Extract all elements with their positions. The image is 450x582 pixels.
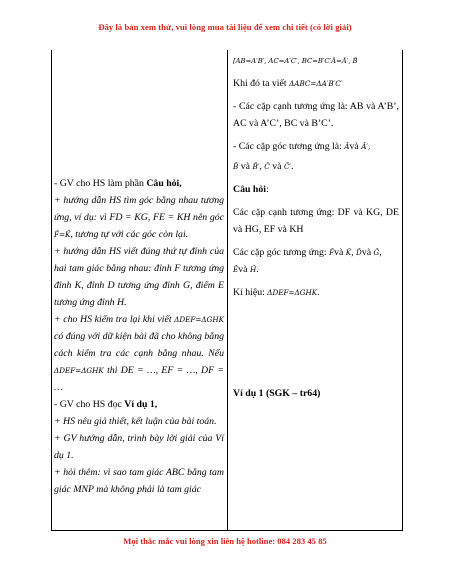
right-line-2: Khi đó ta viết ΔABC=ΔA′B′C′ [233,78,343,89]
angle-equality-math: F̂=K̂ [54,230,71,239]
left-line-5: - GV cho HS đọc Ví dụ 1, [54,399,158,410]
right-line-8: Các cặp góc tương ứng: F̂và K̂, D̂và Ĝ, [233,247,382,258]
preview-banner: Đây là bản xem thử, vui lòng mua tài liệu để xem chi tiết (có lời giải) [98,22,352,32]
cau-hoi-heading: Câu hỏi: [233,184,269,195]
right-line-5: B̂ và B̂′, Ĉ và Ĉ′. [233,161,294,172]
right-line-3: - Các cặp cạnh tương ứng là: AB và A’B’, AC và A’C’, BC và B’C’. [233,101,399,129]
right-line-4: - Các cặp góc tương ứng là: Âvà Â′, [233,141,371,152]
student-product-column [233,50,399,402]
left-line-3: + hướng dẫn HS viết đúng thứ tự đỉnh của hai tam giác bằng nhau: đỉnh F tương ứng đỉnh K, đỉnh D tương ứng đỉnh G, điểm E tương ứng đỉnh H. [54,246,224,308]
right-line-9: Êvà Ĥ. [233,264,259,275]
triangle-equality-math-2: ΔDEF=ΔGHK [54,366,104,375]
left-line-2: + hướng dẫn HS tìm góc bằng nhau tương ứng, ví dụ: vì FD = KG, FE = KH nên góc F̂=K̂, tương tự với các góc còn lại. [54,195,224,240]
left-line-8: + hỏi thêm: vì sao tam giác ABC bằng tam giác MNP mà không phải là tam giác [54,467,224,495]
left-line-7: + GV hướng dẫn, trình bày lời giải của Ví dụ 1. [54,433,224,461]
right-line-10: Kí hiệu: ΔDEF=ΔGHK. [233,287,320,298]
abc-notation-math: ΔABC=ΔA′B′C′ [289,79,343,88]
triangle-conditions-math: [AB=A′B′, AC=A′C′, BC=B′C′Â=Â′, B̂ [233,57,358,65]
vi-du-label: Ví dụ 1, [124,399,158,410]
hotline-footer: Mọi thắc mắc vui lòng xin liên hệ hotline: 084 283 45 85 [123,536,327,546]
triangle-equality-math: ΔDEF=ΔGHK [174,315,224,324]
vi-du-1-heading: Ví dụ 1 (SGK – tr64) [233,388,321,399]
def-notation-math: ΔDEF=ΔGHK [267,288,318,297]
cau-hoi-label: Câu hỏi, [146,178,182,189]
left-line-4: + cho HS kiểm tra lại khi viết ΔDEF=ΔGHK có đúng với dữ kiện bài đã cho không bằng cách kiểm tra các cạnh bằng nhau. Nếu ΔDEF=ΔGHK thì DE = …, EF = …, DF = … [54,314,224,393]
right-line-7: Các cặp cạnh tương ứng: DF và KG, DE và HG, EF và KH [233,207,399,235]
left-line-1: - GV cho HS làm phần Câu hỏi, [54,178,182,189]
column-divider [227,50,228,530]
left-line-6: + HS nêu giả thiết, kết luận của bài toán. [54,416,217,427]
teacher-activity-column [54,175,224,498]
right-line-1 [233,52,399,70]
